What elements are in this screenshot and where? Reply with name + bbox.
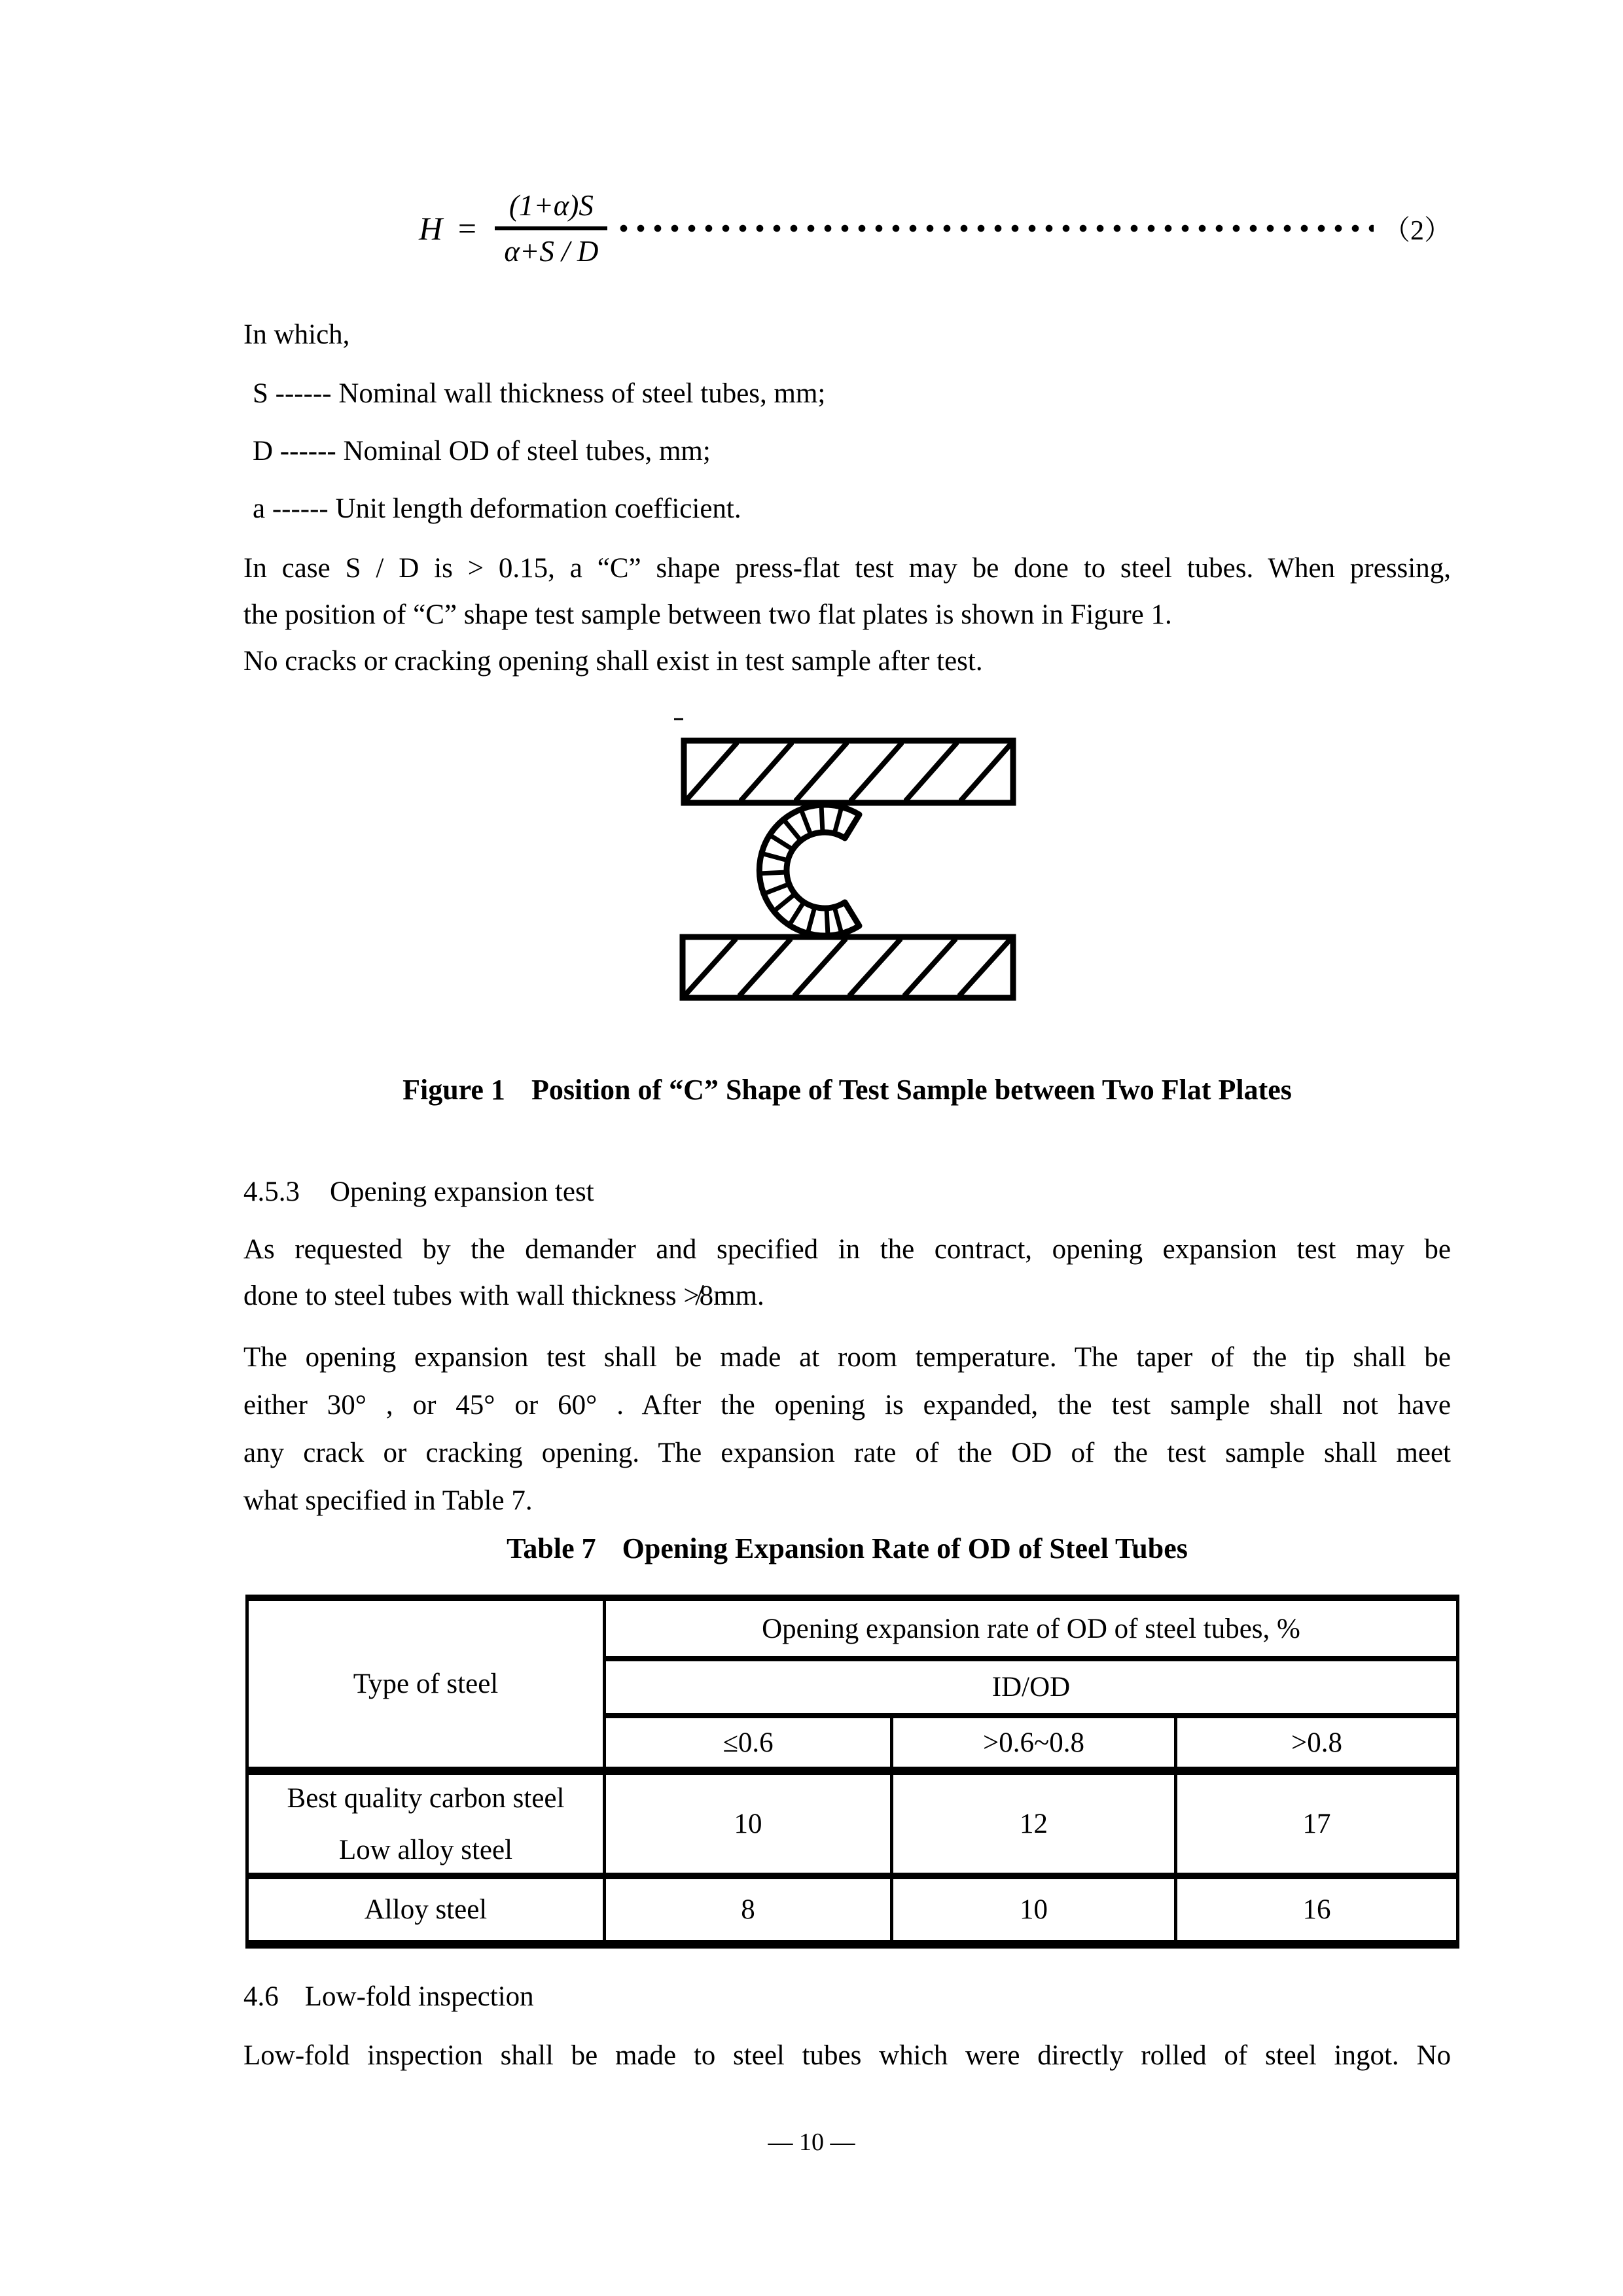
definition-a: a ------ Unit length deformation coefficient. (253, 493, 741, 524)
range-header: >0.6~0.8 (892, 1716, 1176, 1771)
steel-type-line: Best quality carbon steel (287, 1782, 565, 1814)
value-cell: 17 (1176, 1771, 1458, 1877)
fraction-numerator: (1+α)S (508, 189, 594, 222)
paragraph-line: As requested by the demander and specified in the contract, opening expansion test may be (243, 1234, 1451, 1265)
formula-fraction (495, 188, 607, 268)
top-flat-plate (684, 741, 1013, 803)
table-row (247, 1876, 1458, 1945)
table7-sub-header: ID/OD (605, 1659, 1458, 1716)
fraction-denominator: α+S / D (495, 226, 607, 268)
in-which-line: In which, (243, 319, 350, 350)
c-shape-test-sample (759, 805, 859, 936)
value-cell: 8 (605, 1876, 892, 1945)
paragraph-line: The opening expansion test shall be made at room temperature. The taper of the tip shall be (243, 1342, 1451, 1373)
paragraph-line: any crack or cracking opening. The expansion rate of the OD of the test sample shall meet (243, 1438, 1451, 1468)
section-4-6-heading (243, 1973, 534, 2020)
figure1-label: Figure 1 (402, 1074, 505, 1106)
table7-label: Table 7 (507, 1532, 596, 1564)
value-cell: 16 (1176, 1876, 1458, 1945)
table7-title-text: Opening Expansion Rate of OD of Steel Tubes (622, 1532, 1188, 1564)
value-cell: 12 (892, 1771, 1176, 1877)
table7-row-header: Type of steel (247, 1598, 605, 1771)
dot-leader (619, 224, 1374, 233)
formula-lhs: H = (419, 210, 481, 247)
section-number: 4.6 (243, 1981, 279, 2012)
figure1-caption (243, 1073, 1451, 1106)
paragraph-line: In case S / D is > 0.15, a “C” shape press-flat test may be done to steel tubes. When pressing, (243, 553, 1451, 584)
page-number: — 10 — (768, 2128, 855, 2156)
section-number: 4.5.3 (243, 1176, 300, 1207)
value-cell: 10 (892, 1876, 1176, 1945)
range-header: >0.8 (1176, 1716, 1458, 1771)
steel-type-cell: Alloy steel (247, 1876, 605, 1945)
table-row (247, 1598, 1458, 1659)
table7 (245, 1595, 1459, 1949)
table-row (247, 1771, 1458, 1877)
table7-group-header: Opening expansion rate of OD of steel tubes, % (605, 1598, 1458, 1659)
paragraph-line: either 30° , or 45° or 60° . After the opening is expanded, the test sample shall not have (243, 1390, 1451, 1421)
paragraph-line: what specified in Table 7. (243, 1485, 533, 1516)
definition-s: S ------ Nominal wall thickness of steel tubes, mm; (253, 378, 826, 409)
paragraph-line: the position of “C” shape test sample between two flat plates is shown in Figure 1. (243, 599, 1172, 630)
definition-d: D ------ Nominal OD of steel tubes, mm; (253, 436, 711, 467)
figure1-caption-text: Position of “C” Shape of Test Sample between Two Flat Plates (531, 1074, 1292, 1106)
section-4-5-3-heading (243, 1169, 594, 1215)
section-title: Opening expansion test (330, 1176, 594, 1207)
section-title: Low-fold inspection (304, 1981, 534, 2012)
equation-number: （2） (1382, 216, 1452, 246)
value-cell: 10 (605, 1771, 892, 1877)
table7-title (243, 1532, 1451, 1565)
paragraph-line: Low-fold inspection shall be made to steel tubes which were directly rolled of steel ingot. No (243, 2040, 1451, 2071)
steel-type-line: Low alloy steel (338, 1834, 513, 1865)
bottom-flat-plate (683, 937, 1013, 998)
figure1-c-shape-press-flat-image (654, 710, 1047, 1011)
formula-2 (419, 188, 1452, 268)
paragraph-line: done to steel tubes with wall thickness ≯8mm. (243, 1280, 764, 1311)
paragraph-line: No cracks or cracking opening shall exist in test sample after test. (243, 646, 983, 677)
range-header: ≤0.6 (605, 1716, 892, 1771)
steel-type-cell (247, 1771, 605, 1877)
